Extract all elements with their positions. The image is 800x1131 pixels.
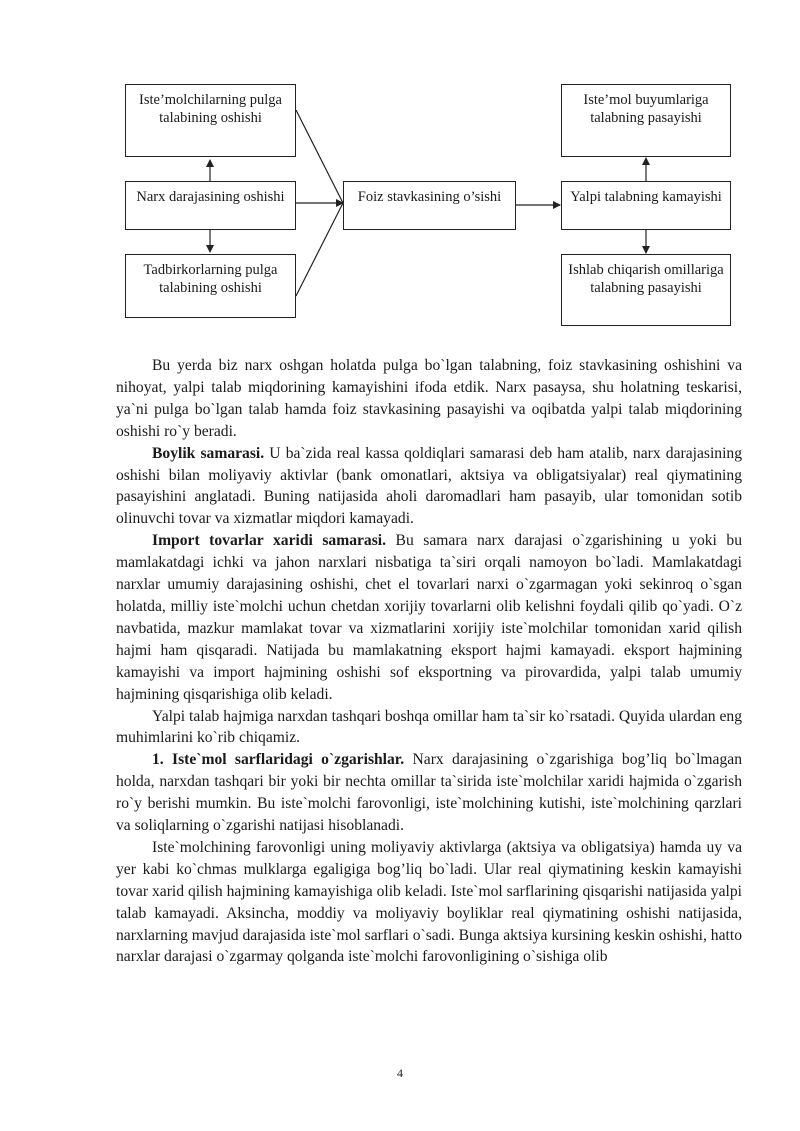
paragraph-text: Narx darajasining o`zgarishiga bog’liq bo`lmagan holda, narxdan tashqari bir yoki bir nechta omillar ta`sirida iste`molchilar xaridi hajmida o`zgarish ro`y berishi mumkin. Bu iste`molchi farovonligi, iste`molchining kutishi, iste`molchining qarzlari va soliqlarning o`zgarishi natijasi hisoblanadi. bbox=[116, 751, 742, 835]
paragraph-text: Bu yerda biz narx oshgan holatda pulga bo`lgan talabning, foiz stavkasining oshishini va nihoyat, yalpi talab miqdorining kamayishini ifoda etdik. Narx pasaysa, shu holatning teskarisi, ya`ni pulga bo`lgan talab hamda foiz stavkasining pasayishi va oqibatda yalpi talab miqdorining oshishi ro`y beradi. bbox=[116, 357, 742, 440]
paragraph bbox=[116, 749, 742, 837]
paragraph bbox=[116, 443, 742, 531]
paragraph-text: Yalpi talab hajmiga narxdan tashqari boshqa omillar ham ta`sir ko`rsatadi. Quyida ulardan eng muhimlarini ko`rib chiqamiz. bbox=[116, 707, 742, 747]
paragraph bbox=[116, 530, 742, 705]
paragraph bbox=[116, 706, 742, 750]
paragraph bbox=[116, 837, 742, 968]
box-consumer-money-demand: Iste’molchilarning pulga talabining oshishi bbox=[125, 84, 296, 157]
paragraph-heading: Import tovarlar xaridi samarasi. bbox=[152, 532, 387, 550]
line-consumer-demand-to-interest bbox=[296, 110, 343, 203]
line-business-demand-to-interest bbox=[296, 203, 343, 296]
box-business-money-demand: Tadbirkorlarning pulga talabining oshishi bbox=[125, 254, 296, 318]
paragraph-heading: Boylik samarasi. bbox=[152, 444, 265, 462]
paragraph bbox=[116, 355, 742, 443]
box-aggregate-demand: Yalpi talabning kamayishi bbox=[561, 181, 731, 230]
paragraph-text: Bu samara narx darajasi o`zgarishining u yoki bu mamlakatdagi ichki va jahon narxlari nisbatiga ta`siri orqali namoyon bo`ladi. Mamlakatdagi narxlar umumiy darajasining oshishi, chet el tovarlari narxi o`zgarmagan yoki sekinroq o`sgan holatda, milliy iste`molchi uchun chetdan xorijiy tovarlarni olib kelishni foydali qilib qo`yadi. O`z navbatida, mazkur mamlakat tovar va xizmatlarini xorijiy iste`molchilar tomonidan xarid qilish hajmi ham qisqaradi. Natijada bu mamlakatning eksport hajmi kamayadi. eksport hajmining kamayishi va import hajmining oshishi sof eksportning va pirovardida, yalpi talab umumiy hajmining qisqarishiga olib keladi. bbox=[116, 532, 742, 703]
box-production-factors-demand: Ishlab chiqarish omillariga talabning pasayishi bbox=[561, 254, 731, 326]
paragraph-text: Iste`molchining farovonligi uning moliyaviy aktivlarga (aktsiya va obligatsiya) hamda uy va yer kabi ko`chmas mulklarga egaligiga bog’liq bo`ladi. Ular real qiymatining keskin kamayishi tovar xarid qilish hajmining kamayishiga olib keladi. Iste`mol sarflarining qisqarishi natijasida yalpi talab kamayadi. Aksincha, moddiy va moliyaviy boyliklar real qiymatining oshishi natijasida, narxlarning mavjud darajasida iste`mol sarflari o`sadi. Bunga aktsiya kursining keskin oshishi, hatto narxlar darajasi o`zgarmay qolganda iste`molchi farovonligining o`sishiga olib bbox=[116, 838, 742, 966]
box-consumer-goods-demand: Iste’mol buyumlariga talabning pasayishi bbox=[561, 84, 731, 157]
paragraph-text: U ba`zida real kassa qoldiqlari samarasi deb ham atalib, narx darajasining oshishi bilan moliyaviy aktivlar (bank omonatlari, aktsiya va obligatsiyalar) real qiymatining pasayishini anglatadi. Buning natijasida aholi daromadlari ham pasayib, ular tomonidan sotib olinuvchi tovar va xizmatlar miqdori kamayadi. bbox=[116, 444, 742, 528]
paragraph-heading: 1. Iste`mol sarflaridagi o`zgarishlar. bbox=[152, 751, 405, 769]
page-number: 4 bbox=[397, 1066, 403, 1080]
body-text bbox=[116, 355, 742, 968]
box-interest-rate: Foiz stavkasining o’sishi bbox=[343, 181, 516, 230]
flow-diagram bbox=[0, 0, 800, 345]
box-price-level: Narx darajasining oshishi bbox=[125, 181, 296, 230]
